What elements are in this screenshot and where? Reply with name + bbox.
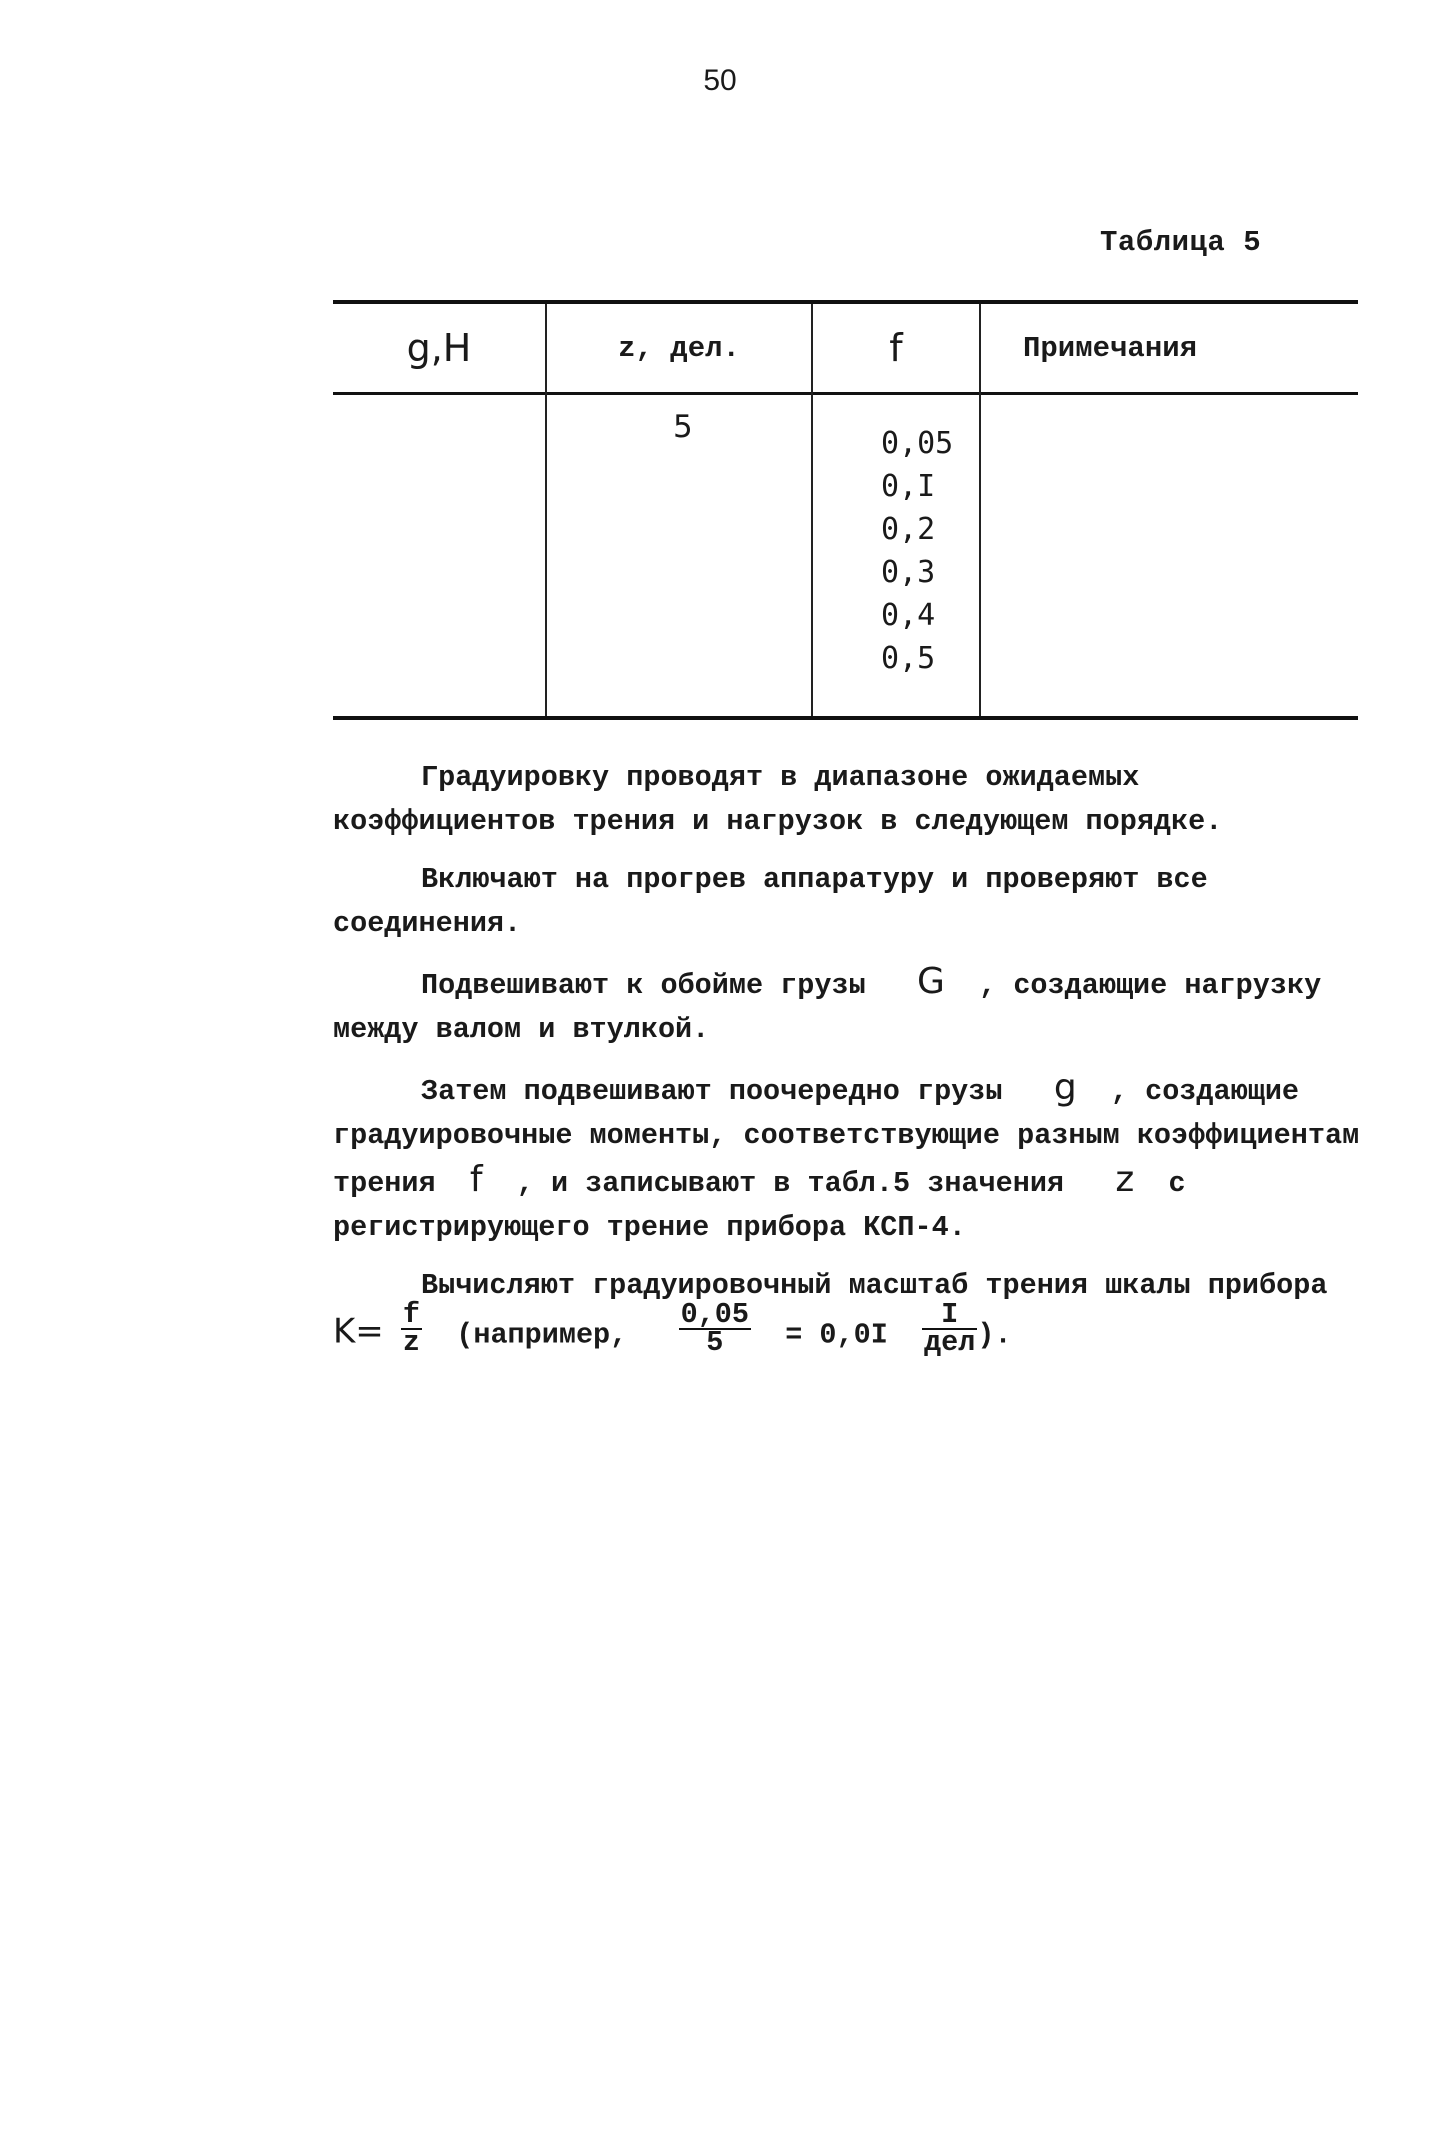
paragraph-calibration-weights (333, 1066, 1373, 1250)
paragraph-scale: Вычисляют градуировочный масштаб трения шкалы прибора (421, 1269, 1328, 1302)
f-value: 0,05 (881, 426, 954, 461)
header-g-newton: g,H (406, 326, 472, 370)
header-f: f (889, 326, 903, 370)
header-notes: Примечания (1023, 331, 1198, 365)
header-z-divisions: z, дел. (618, 331, 740, 365)
fraction-example (679, 1298, 751, 1359)
f-value: 0,2 (881, 512, 936, 547)
page-number: 50 (703, 64, 737, 97)
paragraph-calibration-range: Градуировку проводят в диапазоне ожидаемых коэффициентов трения и нагрузок в следующем порядке. (333, 761, 1223, 838)
paragraph-text: Затем подвешивают поочередно грузы (421, 1075, 1003, 1108)
f-value: 0,3 (881, 555, 936, 590)
data-table (333, 300, 1358, 720)
formula-close: ). (977, 1318, 1012, 1352)
symbol-G: G (917, 961, 945, 1002)
formula-result: = 0,0I (785, 1318, 888, 1352)
paragraph-text: , и записывают в табл.5 значения (516, 1167, 1065, 1200)
fraction-denominator: z (402, 1326, 421, 1359)
formula-scale (333, 1298, 1373, 1368)
paragraph-text: , создающие нагрузку между валом и втулкой. (333, 969, 1322, 1046)
fraction-denominator: дел (924, 1326, 976, 1359)
f-value: 0,I (881, 469, 936, 504)
f-values-list (881, 422, 953, 680)
symbol-z: z (1115, 1159, 1135, 1200)
fraction-denominator: 5 (706, 1326, 724, 1359)
paragraph-load-weights (333, 960, 1373, 1052)
paragraph-text: с регистрирующего трение прибора КСП-4. (333, 1167, 1186, 1244)
z-value-cell: 5 (673, 409, 693, 445)
paragraph-text: Подвешивают к обойме грузы (421, 969, 866, 1002)
symbol-g: g (1053, 1067, 1077, 1108)
fraction-f-over-z (401, 1298, 422, 1359)
table-caption: Таблица 5 (1100, 226, 1262, 259)
paragraph-warmup: Включают на прогрев аппаратуру и проверяют все соединения. (333, 863, 1208, 940)
f-value: 0,5 (881, 641, 936, 676)
body-text (333, 756, 1373, 1368)
formula-lhs: K= (333, 1311, 384, 1352)
f-value: 0,4 (881, 598, 936, 633)
fraction-numerator: 0,05 (680, 1298, 749, 1331)
fraction-unit (922, 1298, 977, 1359)
formula-example-label: (например, (456, 1318, 628, 1352)
fraction-numerator: f (402, 1298, 421, 1331)
fraction-numerator: I (922, 1302, 977, 1330)
symbol-f: f (469, 1159, 483, 1200)
paragraph-text: , создающие градуировочные моменты, соответствующие разным коэффициентам трения (333, 1075, 1360, 1200)
